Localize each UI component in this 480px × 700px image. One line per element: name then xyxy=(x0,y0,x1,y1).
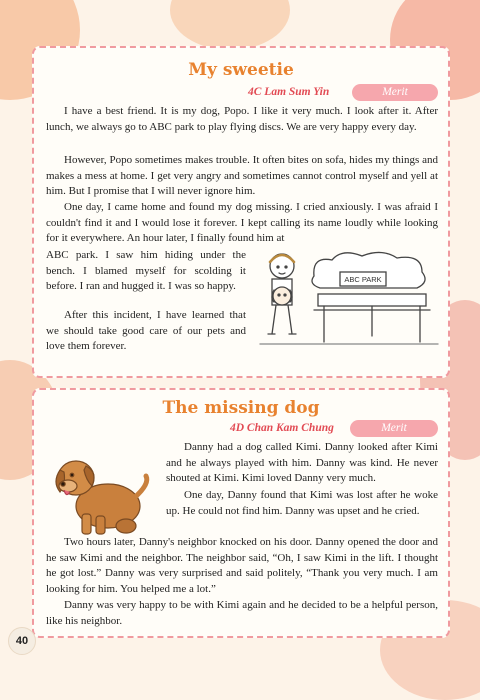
child-drawing xyxy=(252,246,442,364)
story-title: The missing dog xyxy=(162,398,320,418)
merit-badge: Merit xyxy=(350,420,438,437)
story-card-my-sweetie xyxy=(32,46,450,378)
author-name: 4D Chan Kam Chung xyxy=(230,422,334,434)
story-paragraph: Two hours later, Danny's neighbor knocked on his door. Danny opened the door and he saw Kimi and the neighbor. The neighbor said, “Oh, I saw Kimi in the lift. I thought he got lost.” Danny was very surprised and said politely, “Thank you very much. I am looking for him. You helped me a lot.” xyxy=(46,536,438,595)
story-paragraph: I have a best friend. It is my dog, Popo. I like it very much. I look after it. After lunch, we always go to ABC park to play flying discs. We are very happy every day. xyxy=(46,105,438,133)
story-paragraph: After this incident, I have learned that we should take good care of our pets and love them forever. xyxy=(46,309,246,353)
author-name: 4C Lam Sum Yin xyxy=(248,86,330,98)
story-paragraph: Danny had a dog called Kimi. Danny looked after Kimi and he always played with him. Danny was kind. He never shouted at Kimi. Kimi loved Danny very much. xyxy=(166,441,438,485)
story-paragraph: However, Popo sometimes makes trouble. It often bites on sofa, hides my things and makes a mess at home. I get very angry and sometimes cannot control myself and yell at him. But I promise that I will never ignore him. xyxy=(46,154,438,198)
bg-shape xyxy=(170,0,290,50)
story-paragraph: Danny was very happy to be with Kimi again and he decided to be a helpful person, like his neighbor. xyxy=(46,599,438,627)
story-title: My sweetie xyxy=(188,60,294,80)
story-paragraph: One day, I came home and found my dog missing. I cried anxiously. I was afraid I couldn't find it and I would lose it forever. I kept calling its name loudly while looking for it everywhere. An hour later, I finally found him at xyxy=(46,201,438,245)
abc-park-sign: ABC PARK xyxy=(344,275,382,284)
dog-illustration xyxy=(46,448,156,540)
story-paragraph: ABC park. I saw him hiding under the bench. I blamed myself for scolding it before. I ran and hugged it. I was so happy. xyxy=(46,249,246,293)
merit-badge: Merit xyxy=(352,84,438,101)
story-paragraph: One day, Danny found that Kimi was lost after he woke up. He could not find him. Danny was upset and he cried. xyxy=(166,489,438,517)
story-card-the-missing-dog xyxy=(32,388,450,638)
page-number: 40 xyxy=(8,627,36,655)
